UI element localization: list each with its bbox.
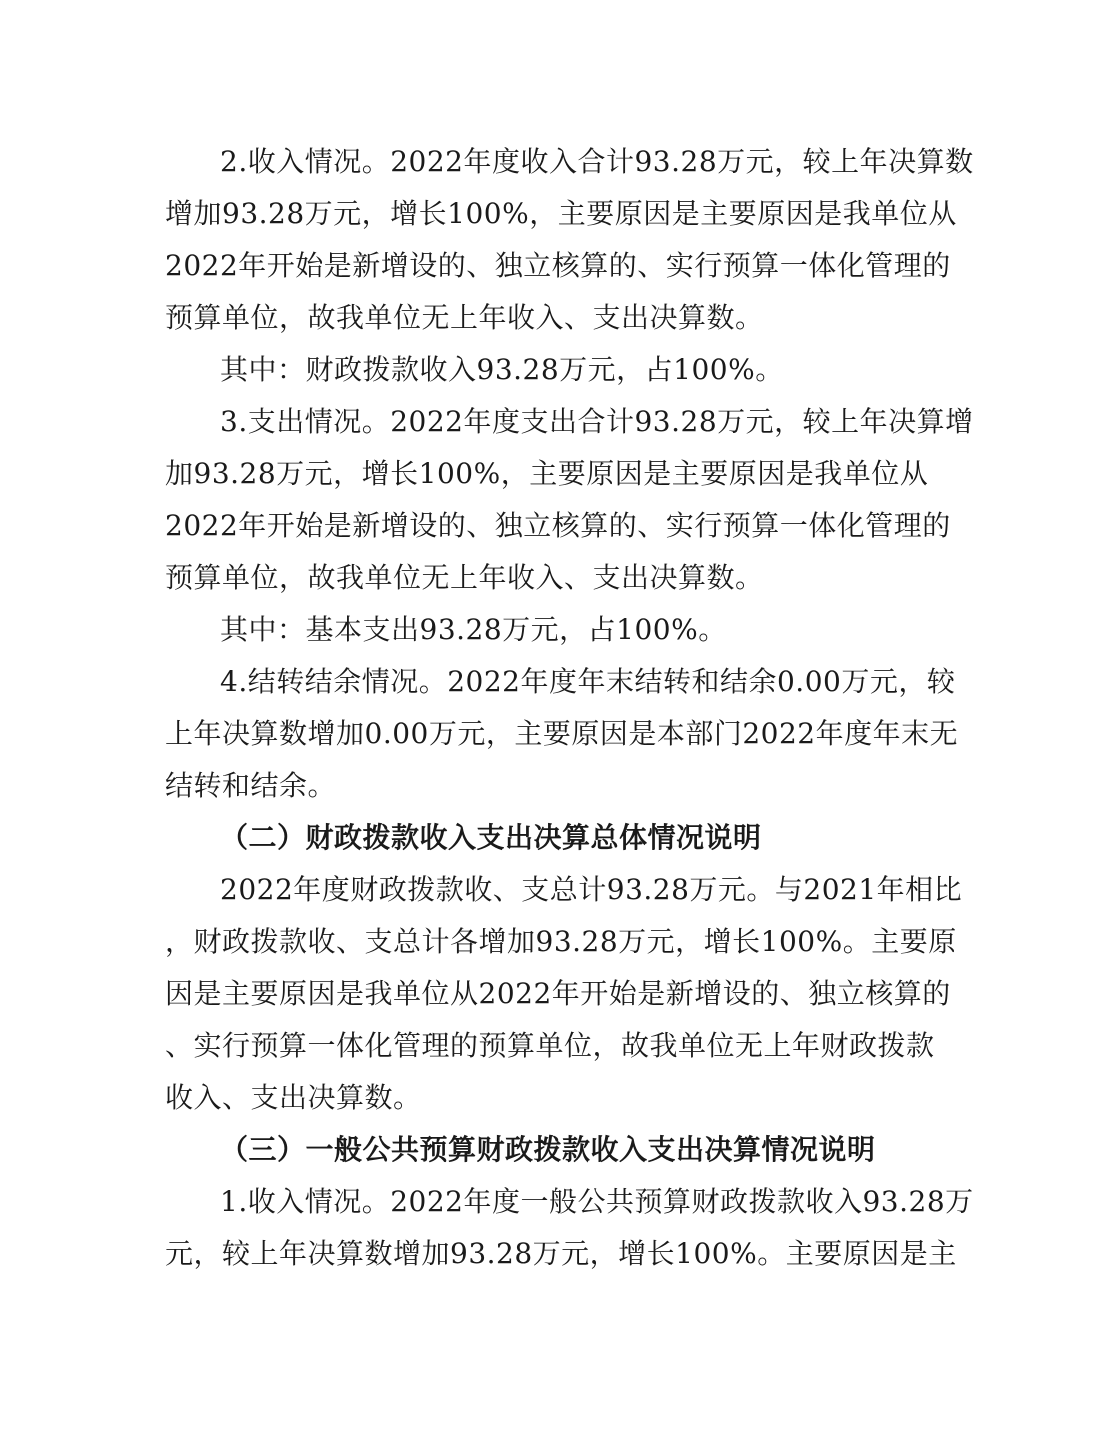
text-line: ，财政拨款收、支总计各增加93.28万元，增长100%。主要原 (165, 925, 957, 958)
text-line: 加93.28万元，增长100%，主要原因是主要原因是我单位从 (165, 457, 929, 490)
text-line: 收入、支出决算数。 (165, 1081, 422, 1114)
text-line: 3.支出情况。2022年度支出合计93.28万元，较上年决算增 (220, 405, 974, 438)
text-line: 因是主要原因是我单位从2022年开始是新增设的、独立核算的 (165, 977, 951, 1010)
text-line: 1.收入情况。2022年度一般公共预算财政拨款收入93.28万 (220, 1185, 974, 1218)
text-line: 其中：基本支出93.28万元，占100%。 (220, 613, 727, 646)
text-line: 、实行预算一体化管理的预算单位，故我单位无上年财政拨款 (165, 1029, 935, 1062)
text-line: 预算单位，故我单位无上年收入、支出决算数。 (165, 561, 764, 594)
text-line: 结转和结余。 (165, 769, 337, 802)
text-line: 2022年度财政拨款收、支总计93.28万元。与2021年相比 (220, 873, 963, 906)
text-line: 2022年开始是新增设的、独立核算的、实行预算一体化管理的 (165, 249, 951, 282)
section-heading: （二）财政拨款收入支出决算总体情况说明 (220, 821, 762, 854)
text-line: 元，较上年决算数增加93.28万元，增长100%。主要原因是主 (165, 1237, 957, 1270)
section-heading: （三）一般公共预算财政拨款收入支出决算情况说明 (220, 1133, 876, 1166)
text-line: 增加93.28万元，增长100%，主要原因是主要原因是我单位从 (165, 197, 957, 230)
text-line: 上年决算数增加0.00万元，主要原因是本部门2022年度年末无 (165, 717, 959, 750)
text-line: 预算单位，故我单位无上年收入、支出决算数。 (165, 301, 764, 334)
text-line: 2.收入情况。2022年度收入合计93.28万元，较上年决算数 (220, 145, 974, 178)
text-line: 其中：财政拨款收入93.28万元，占100%。 (220, 353, 784, 386)
text-line: 4.结转结余情况。2022年度年末结转和结余0.00万元，较 (220, 665, 956, 698)
text-line: 2022年开始是新增设的、独立核算的、实行预算一体化管理的 (165, 509, 951, 542)
